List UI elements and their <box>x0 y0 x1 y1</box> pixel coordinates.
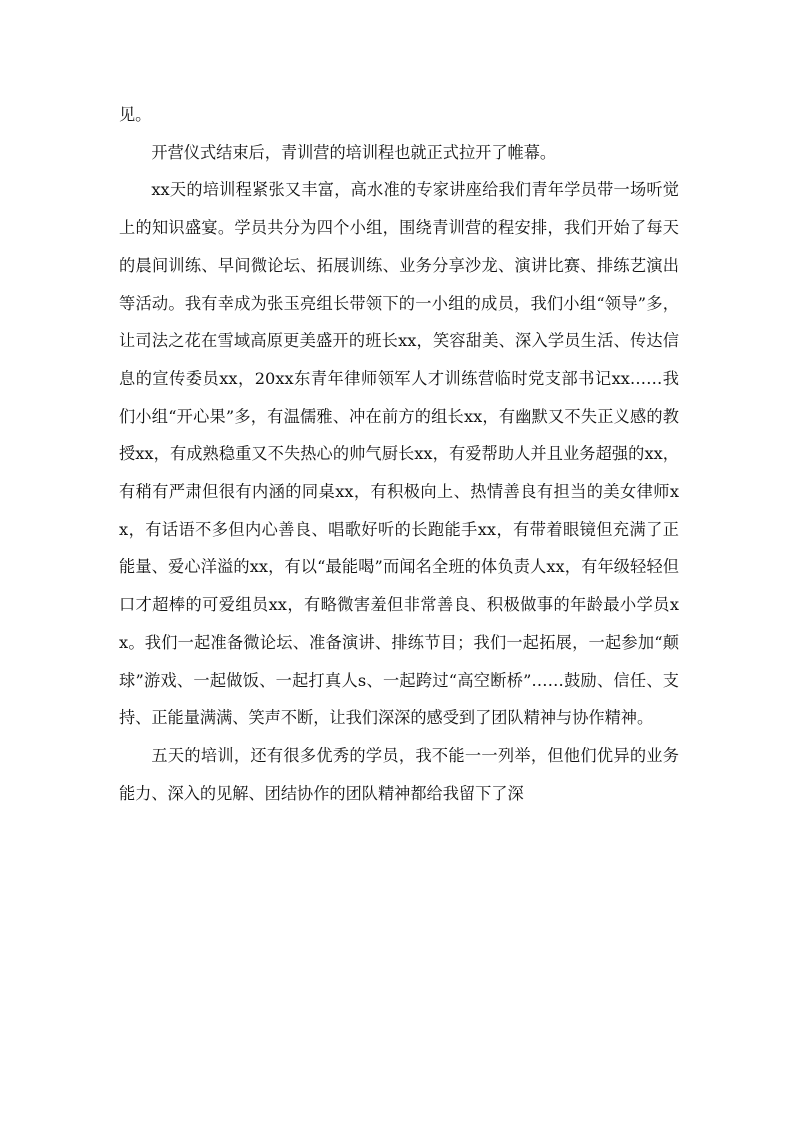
paragraph-4: 五天的培训，还有很多优秀的学员，我不能一一列举，但他们优异的业务能力、深入的见解、团结协作的团队精神都给我留下了深 <box>119 745 679 803</box>
paragraph-3: xx天的培训程紧张又丰富，高水准的专家讲座给我们青年学员带一场听觉上的知识盛宴。学员共分为四个小组，围绕青训营的程安排，我们开始了每天的晨间训练、早间微论坛、拓展训练、业务分享沙龙、演讲比赛、排练艺演出等活动。我有幸成为张玉亮组长带领下的一小组的成员，我们小组“领导”多，让司法之花在雪域高原更美盛开的班长xx，笑容甜美、深入学员生活、传达信息的宣传委员xx，20xx东青年律师领军人才训练营临时党支部书记xx……我们小组“开心果”多，有温儒雅、冲在前方的组长xx，有幽默又不失正义感的教授xx，有成熟稳重又不失热心的帅气厨长xx，有爱帮助人并且业务超强的xx，有稍有严肃但很有内涵的同桌xx，有积极向上、热情善良有担当的美女律师xx，有话语不多但内心善良、唱歌好听的长跑能手xx，有带着眼镜但充满了正能量、爱心洋溢的xx，有以“最能喝”而闻名全班的体负责人xx，有年级轻轻但口才超棒的可爱组员xx，有略微害羞但非常善良、积极做事的年龄最小学员xx。我们一起准备微论坛、准备演讲、排练节目；我们一起拓展，一起参加“颠球”游戏、一起做饭、一起打真人s、一起跨过“高空断桥”……鼓励、信任、支持、正能量满满、笑声不断，让我们深深的感受到了团队精神与协作精神。 <box>119 180 679 728</box>
paragraph-2: 开营仪式结束后，青训营的培训程也就正式拉开了帷幕。 <box>151 142 557 162</box>
document-body <box>119 96 679 812</box>
paragraph-1: 见。 <box>119 105 152 124</box>
